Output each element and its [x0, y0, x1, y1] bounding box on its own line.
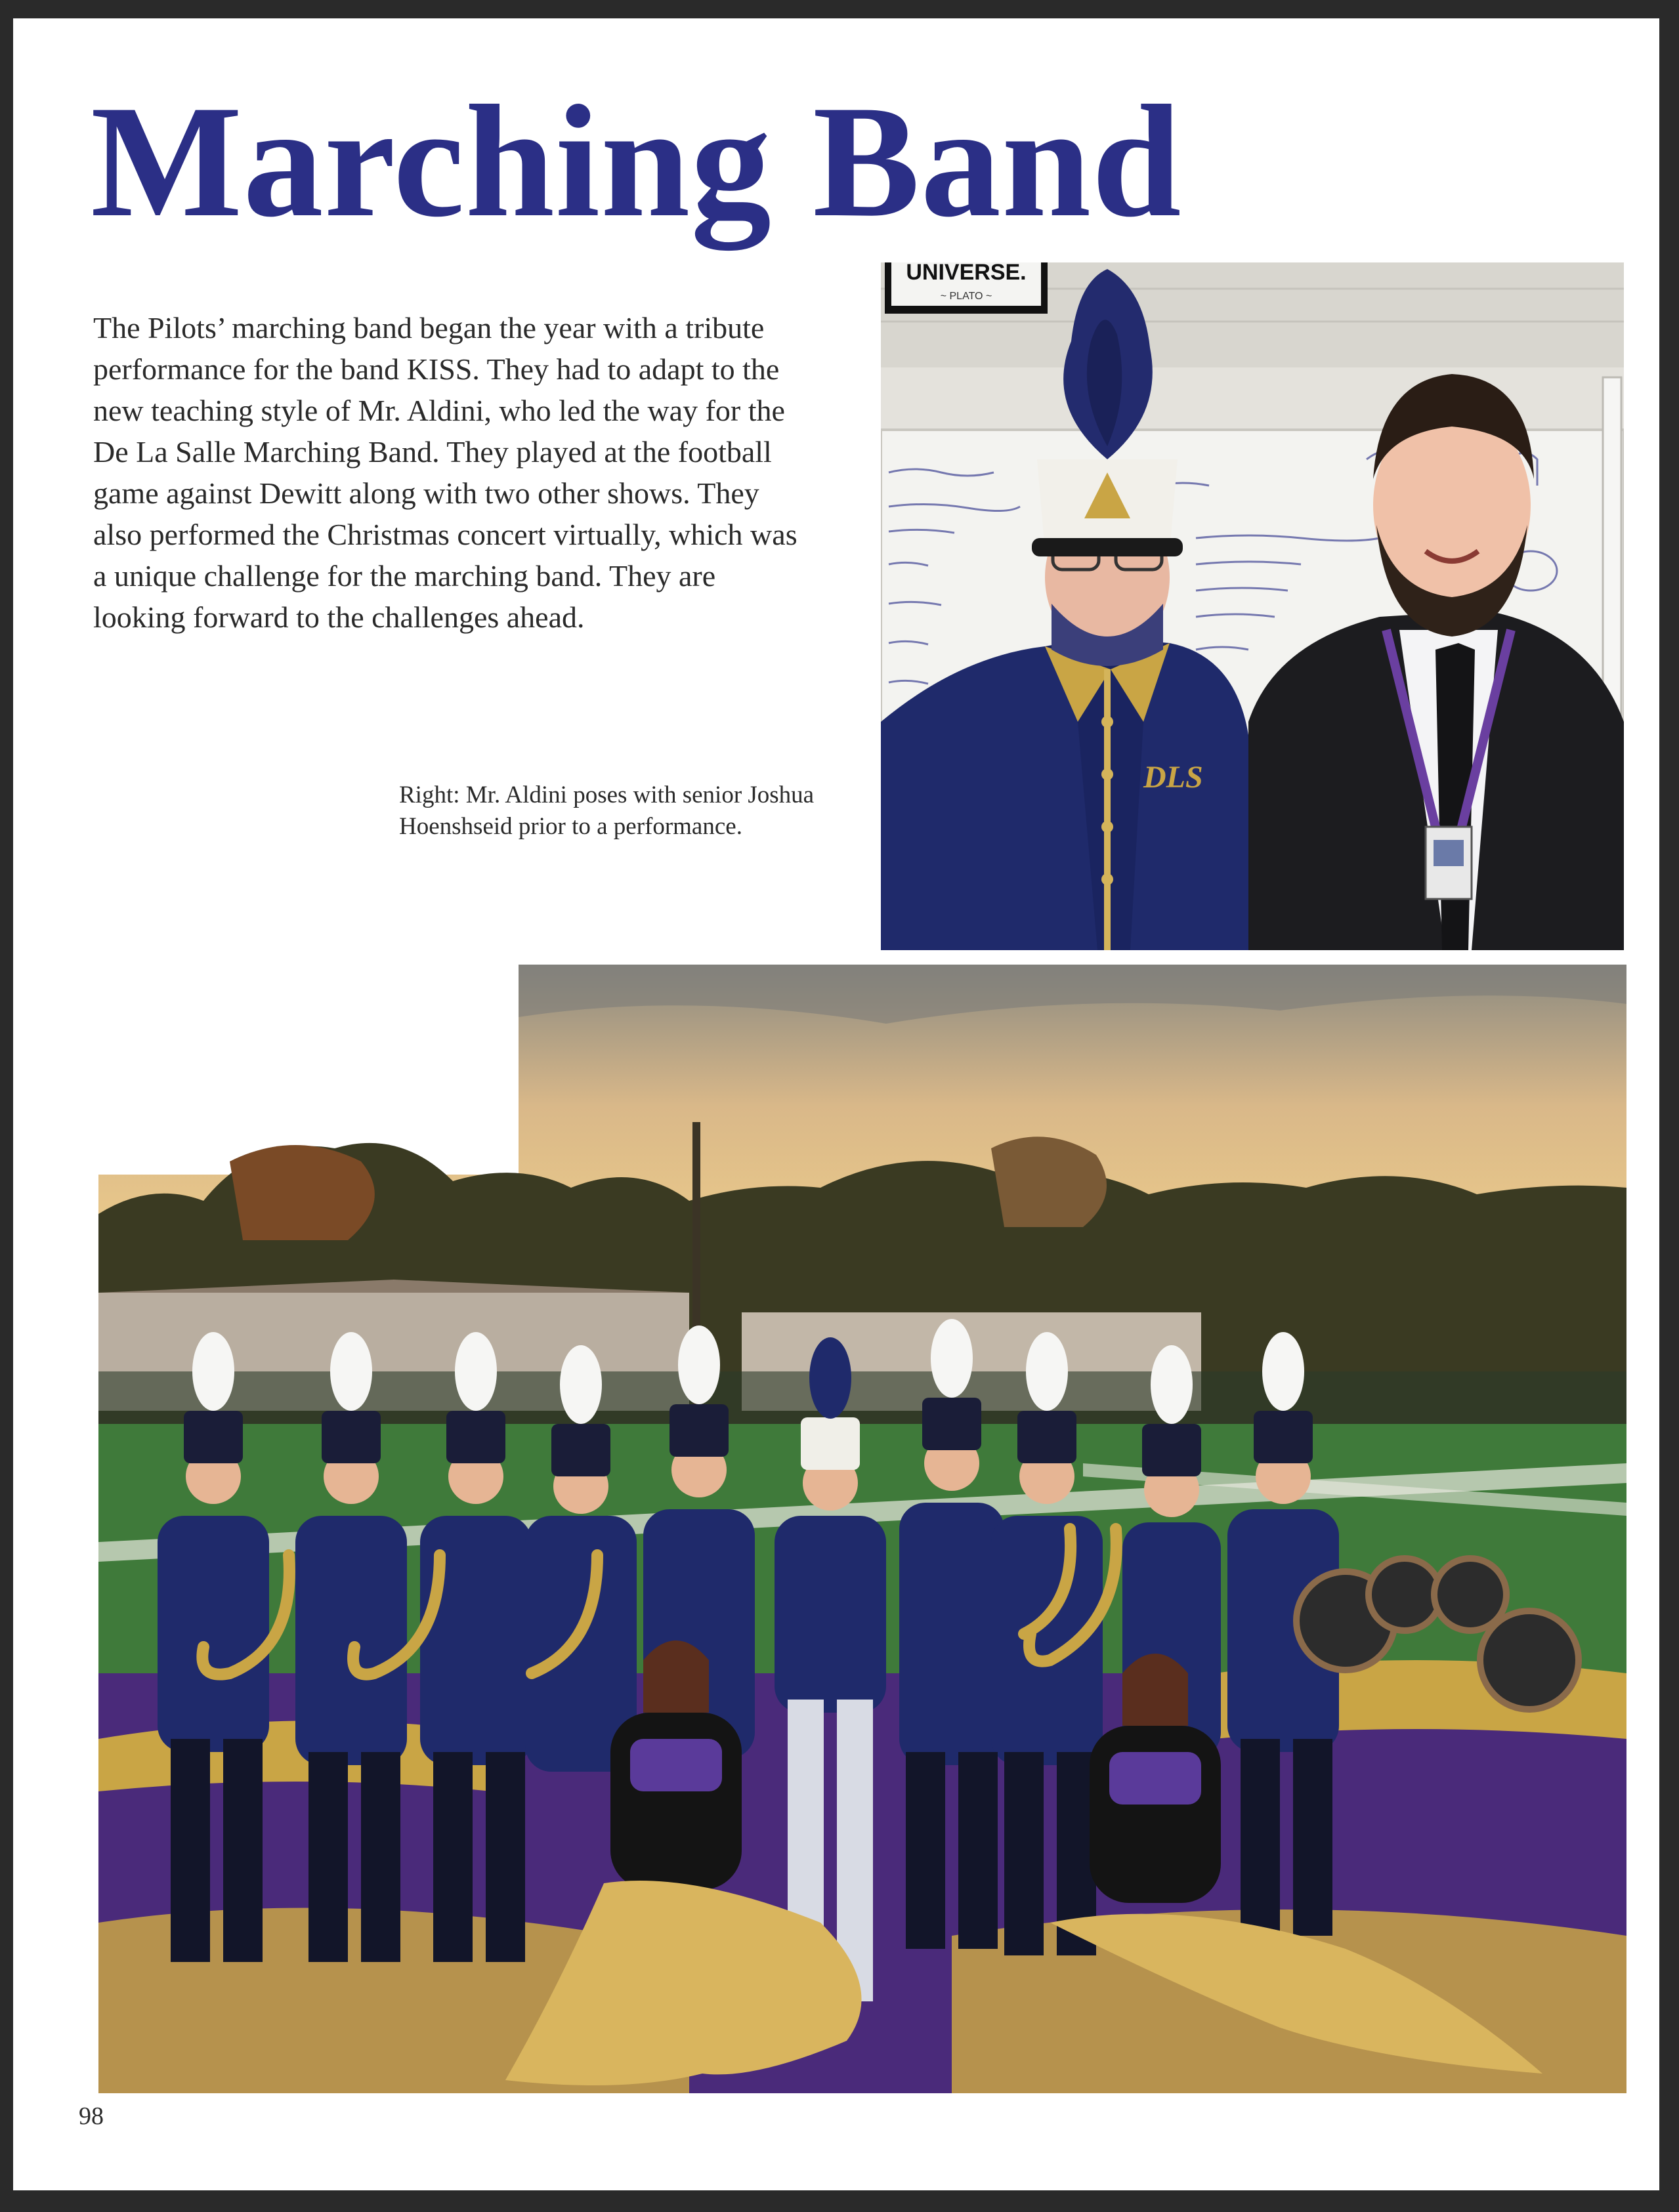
photo-caption: Right: Mr. Aldini poses with senior Joshua Hoenshseid prior to a performance.	[399, 782, 815, 840]
page-number: 98	[79, 2102, 104, 2130]
page-title: Marching Band	[91, 72, 1182, 250]
sign-subtext: ~ PLATO ~	[940, 291, 992, 302]
photo-director-and-senior	[881, 262, 1624, 950]
photo-marching-band-group	[98, 965, 1626, 2093]
article-body: The Pilots’ marching band began the year with a tribute performance for the band KISS. They had to adapt to the new teaching style of Mr. Aldini, who led the way for the De La Salle Marching Band. They played at the football game against Dewitt along with two other shows. They also performed the Christmas concert virtually, which was a unique challenge for the marching band. They are looking forward to the challenges ahead.	[93, 311, 797, 634]
framed-quote-sign	[885, 262, 1048, 314]
uniform-monogram: DLS	[1143, 760, 1203, 795]
photo-marching-band-group-image	[98, 965, 1626, 2093]
photo-director-and-senior-image	[881, 262, 1624, 950]
sign-text: UNIVERSE.	[906, 262, 1027, 285]
page-sheet	[13, 18, 1659, 2190]
